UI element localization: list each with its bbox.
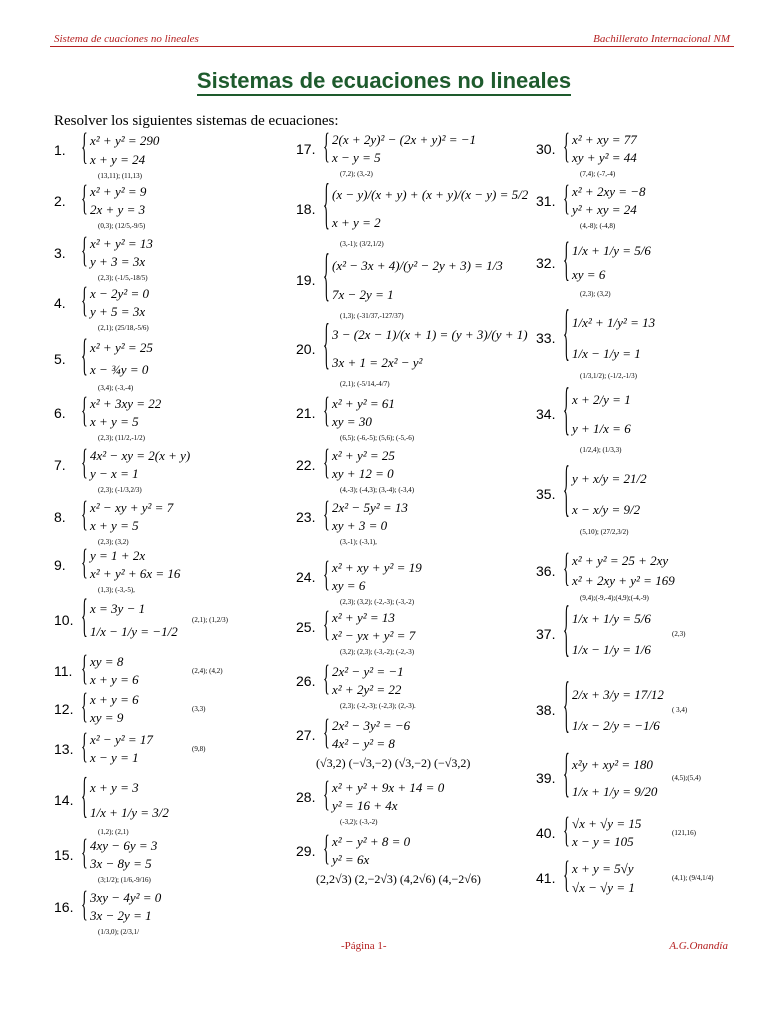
equation: 1/x − 1/y = 1 xyxy=(572,345,641,361)
problem-number: 6. xyxy=(54,405,66,421)
solution: (1,2); (2,1) xyxy=(98,828,129,836)
equation: x² + y² = 9 xyxy=(90,184,147,199)
equation: x² + y² = 61 xyxy=(332,396,395,411)
solution: (6,5); (-6,-5); (5,6); (-5,-6) xyxy=(340,434,415,442)
system-brace-icon: { xyxy=(323,557,330,596)
problem-number: 12. xyxy=(54,701,74,717)
solution: (-3,2); (-3,-2) xyxy=(340,818,378,826)
system-brace-icon: { xyxy=(323,777,330,816)
equation: y² + xy = 24 xyxy=(572,202,637,217)
problem-number: 26. xyxy=(296,673,316,689)
equation: 1/x² + 1/y² = 13 xyxy=(572,314,656,330)
system-brace-icon: { xyxy=(323,497,330,536)
system-brace-icon: { xyxy=(81,445,88,484)
problem-number: 23. xyxy=(296,509,316,525)
equation: x² + xy = 77 xyxy=(572,132,637,147)
solution: (1,3); (-31/37,-127/37) xyxy=(340,312,404,320)
equation: 1/x − 2/y = −1/6 xyxy=(572,717,660,733)
equation: y = 1 + 2x xyxy=(90,548,146,563)
problem-number: 30. xyxy=(536,141,556,157)
problem xyxy=(54,233,284,282)
equation: y + 3 = 3x xyxy=(90,254,146,269)
equation: x² + xy + y² = 19 xyxy=(332,560,422,575)
problem xyxy=(296,715,528,770)
system-brace-icon: { xyxy=(323,318,330,378)
system-brace-icon: { xyxy=(563,381,570,444)
equation: x² − y² = 17 xyxy=(90,732,153,747)
problem-number: 38. xyxy=(536,702,556,718)
system-brace-icon: { xyxy=(563,236,570,289)
solution: (4,1); (9/4,1/4) xyxy=(672,874,714,882)
equation: x² + y² = 25 xyxy=(332,448,395,463)
system-brace-icon: { xyxy=(81,129,88,170)
system-brace-icon: { xyxy=(81,545,88,584)
solution: (0,3); (12/5,-9/5) xyxy=(98,222,146,230)
solution: (2,2√3) (2,−2√3) (4,2√6) (4,−2√6) xyxy=(316,872,481,886)
equation: x² − xy + y² = 7 xyxy=(90,500,174,515)
solution: (7,2); (3,-2) xyxy=(340,170,373,178)
equation: x − y = 1 xyxy=(90,750,139,765)
equation: x − y = 5 xyxy=(332,150,381,165)
system-brace-icon: { xyxy=(323,393,330,432)
problem-number: 22. xyxy=(296,457,316,473)
equation: 2x² − y² = −1 xyxy=(332,664,404,679)
system-brace-icon: { xyxy=(563,599,570,667)
solution: (9,8) xyxy=(192,745,206,753)
solution: (3,4); (-3,-4) xyxy=(98,384,134,392)
solution: (3,2); (2,3); (-3,-2); (-2,-3) xyxy=(340,648,415,656)
solution: (2,1); (-5/14,-4/7) xyxy=(340,380,390,388)
equation: (x² − 3x + 4)/(y² − 2y + 3) = 1/3 xyxy=(332,257,503,273)
system-brace-icon: { xyxy=(563,459,570,527)
solution: (1/3,0); (2/3,1/ xyxy=(98,928,140,936)
problem-number: 21. xyxy=(296,405,316,421)
equation: xy = 9 xyxy=(90,710,124,725)
equation: x = 3y − 1 xyxy=(90,600,146,616)
equation: 1/x + 1/y = 3/2 xyxy=(90,804,169,820)
problem xyxy=(536,129,758,178)
page-title-text: Sistemas de ecuaciones no lineales xyxy=(197,68,571,96)
equation: 1/x − 1/y = −1/2 xyxy=(90,623,178,639)
problem-number: 32. xyxy=(536,255,556,271)
problem xyxy=(54,729,284,768)
problem xyxy=(296,607,528,656)
system-brace-icon: { xyxy=(563,549,570,593)
solution: (4,-8); (-4,8) xyxy=(580,222,616,230)
problem-number: 34. xyxy=(536,406,556,422)
equation: xy + 12 = 0 xyxy=(332,466,394,481)
problem-number: 27. xyxy=(296,727,316,743)
problem-number: 9. xyxy=(54,557,66,573)
system-brace-icon: { xyxy=(323,607,330,646)
equation: x² + 2xy = −8 xyxy=(572,184,646,199)
problem xyxy=(54,497,284,546)
equation: 4x² − xy = 2(x + y) xyxy=(90,448,191,463)
equation: x² + y² = 290 xyxy=(90,132,160,148)
equation: x + y = 6 xyxy=(90,672,139,687)
problem-number: 14. xyxy=(54,792,74,808)
problem xyxy=(536,599,758,667)
problem-number: 40. xyxy=(536,825,556,841)
problem xyxy=(536,813,758,852)
system-brace-icon: { xyxy=(323,247,330,310)
equation: x²y + xy² = 180 xyxy=(572,756,653,772)
problem-number: 1. xyxy=(54,142,66,158)
solution: (2,3); (-1/3,2/3) xyxy=(98,486,142,494)
equation: x² − y² + 8 = 0 xyxy=(332,834,411,849)
equation: x² + y² = 25 + 2xy xyxy=(572,553,669,568)
equation: x + y = 5√y xyxy=(572,860,634,876)
solution: (2,3); (3,2); (-2,-3); (-3,-2) xyxy=(340,598,415,606)
system-brace-icon: { xyxy=(563,748,570,807)
solution: (13,11); (11,13) xyxy=(98,172,142,180)
author: A.G.Onandía xyxy=(669,940,728,952)
equation: 3x − 8y = 5 xyxy=(90,856,152,871)
problem-number: 18. xyxy=(296,201,316,217)
problem xyxy=(296,497,528,546)
system-brace-icon: { xyxy=(563,813,570,852)
problem-number: 37. xyxy=(536,626,556,642)
equation: 4x² − y² = 8 xyxy=(332,736,395,751)
problem xyxy=(296,393,528,442)
system-brace-icon: { xyxy=(81,233,88,272)
equation: 4xy − 6y = 3 xyxy=(90,838,158,853)
problem xyxy=(536,236,758,298)
equation: y + 5 = 3x xyxy=(90,304,146,319)
solution: (2,1); (25/18,-5/6) xyxy=(98,324,149,332)
system-brace-icon: { xyxy=(323,178,330,238)
equation: 2/x + 3/y = 17/12 xyxy=(572,686,664,702)
solution: (2,3); (3,2) xyxy=(580,290,611,298)
system-brace-icon: { xyxy=(81,594,88,645)
system-brace-icon: { xyxy=(323,445,330,484)
problem-number: 20. xyxy=(296,341,316,357)
equation: x − 2y² = 0 xyxy=(90,286,149,301)
solution: (3;1/2); (1/6,-9/16) xyxy=(98,876,151,884)
solution: (2,4); (4,2) xyxy=(192,667,223,675)
equation: 1/x + 1/y = 5/6 xyxy=(572,610,651,626)
problem-number: 25. xyxy=(296,619,316,635)
system-brace-icon: { xyxy=(81,283,88,322)
equation: 3x + 1 = 2x² − y² xyxy=(332,355,423,370)
equation: x + y = 6 xyxy=(90,692,139,707)
problem-number: 35. xyxy=(536,486,556,502)
problem xyxy=(296,777,528,826)
equation: xy = 6 xyxy=(332,578,366,593)
equation: 1/x + 1/y = 9/20 xyxy=(572,783,658,799)
equation: x − x/y = 9/2 xyxy=(572,501,641,517)
problem-number: 19. xyxy=(296,272,316,288)
problem-number: 24. xyxy=(296,569,316,585)
solution: (√3,2) (−√3,−2) (√3,−2) (−√3,2) xyxy=(316,756,471,770)
problem xyxy=(536,675,758,743)
problem xyxy=(536,549,758,602)
solution: (3,-1); (-3,1), xyxy=(340,538,377,546)
system-brace-icon: { xyxy=(323,831,330,870)
equation: (x − y)/(x + y) + (x + y)/(x − y) = 5/2 xyxy=(332,187,529,202)
problem xyxy=(296,557,528,606)
problem xyxy=(54,445,284,494)
equation: 2x² − 5y² = 13 xyxy=(332,500,408,515)
problem-number: 4. xyxy=(54,295,66,311)
equation: 2(x + 2y)² − (2x + y)² = −1 xyxy=(332,132,477,147)
equation: x² − yx + y² = 7 xyxy=(332,628,416,643)
solution: (9,4);(-9,-4);(4,9);(-4,-9) xyxy=(580,594,649,602)
equation: xy + 3 = 0 xyxy=(332,518,388,533)
solution: (2,1); (1,2/3) xyxy=(192,616,228,624)
problem xyxy=(296,445,528,494)
system-brace-icon: { xyxy=(81,497,88,536)
solution: (1/2,4); (1/3,3) xyxy=(580,446,622,454)
problem xyxy=(54,594,284,645)
equation: x − ¾y = 0 xyxy=(90,362,149,377)
solution: (3,3) xyxy=(192,705,206,713)
problem-number: 17. xyxy=(296,141,316,157)
problem-number: 8. xyxy=(54,509,66,525)
equation: xy = 6 xyxy=(572,267,606,282)
problem xyxy=(54,181,284,230)
problem-number: 16. xyxy=(54,899,74,915)
equation: y − x = 1 xyxy=(90,466,139,481)
solution: ( 3,4) xyxy=(672,706,688,714)
equation: x + y = 5 xyxy=(90,518,139,533)
solution: (4,-3); (-4,3); (3,-4); (-3,4) xyxy=(340,486,415,494)
system-brace-icon: { xyxy=(323,129,330,168)
system-brace-icon: { xyxy=(81,334,88,382)
solution: (2,3); (11/2,-1/2) xyxy=(98,434,145,442)
header-right: Bachillerato Internacional NM xyxy=(593,33,730,45)
problem-number: 2. xyxy=(54,193,66,209)
problem xyxy=(54,887,284,936)
problem xyxy=(296,129,528,178)
solution: (5,10); (27/2,3/2) xyxy=(580,528,629,536)
solution: (2,3); (-2,-3); (-2,3); (2,-3). xyxy=(340,702,416,710)
problem-number: 28. xyxy=(296,789,316,805)
problem xyxy=(536,857,758,898)
header-left: Sistema de cuaciones no lineales xyxy=(54,33,199,45)
equation: xy + y² = 44 xyxy=(572,150,637,165)
instructions: Resolver los siguientes sistemas de ecuaciones: xyxy=(54,113,339,129)
problem xyxy=(536,303,758,380)
equation: y + x/y = 21/2 xyxy=(572,470,647,486)
problem-number: 7. xyxy=(54,457,66,473)
system-brace-icon: { xyxy=(81,689,88,728)
equation: 7x − 2y = 1 xyxy=(332,286,394,302)
solution: (1/3,1/2); (-1/2,-1/3) xyxy=(580,372,637,380)
problem xyxy=(54,689,284,728)
problem xyxy=(296,178,529,248)
problem xyxy=(296,318,528,388)
equation: x² + y² + 9x + 14 = 0 xyxy=(332,780,445,795)
problem-number: 11. xyxy=(54,663,73,679)
problem-number: 36. xyxy=(536,563,556,579)
equation: 3x − 2y = 1 xyxy=(90,908,152,923)
equation: x² + 2xy + y² = 169 xyxy=(572,573,675,588)
system-brace-icon: { xyxy=(323,661,330,700)
equation: 3 − (2x − 1)/(x + 1) = (y + 3)/(y + 1) xyxy=(332,327,528,342)
equation: x + 2/y = 1 xyxy=(572,391,631,407)
page-number: -Página 1- xyxy=(341,940,387,952)
equation: 1/x + 1/y = 5/6 xyxy=(572,243,651,258)
solution: (121,16) xyxy=(672,829,696,837)
system-brace-icon: { xyxy=(563,129,570,168)
problem xyxy=(54,129,284,180)
equation: x + y = 5 xyxy=(90,414,139,429)
problem xyxy=(54,772,284,836)
equation: y² = 16 + 4x xyxy=(332,798,398,813)
system-brace-icon: { xyxy=(81,835,88,874)
problem-number: 33. xyxy=(536,330,556,346)
problem xyxy=(54,545,284,594)
equation: x + y = 24 xyxy=(90,151,146,167)
problem xyxy=(54,393,284,442)
system-brace-icon: { xyxy=(81,393,88,432)
problem xyxy=(296,831,528,886)
problem xyxy=(54,334,284,392)
solution: (2,3) xyxy=(672,630,686,638)
solution: (3,-1); (3/2,1/2) xyxy=(340,240,384,248)
equation: 2x² − 3y² = −6 xyxy=(332,718,411,733)
system-brace-icon: { xyxy=(323,715,330,754)
equation: x + y = 3 xyxy=(90,779,139,795)
solution: (2,3); (3,2) xyxy=(98,538,129,546)
problem-number: 31. xyxy=(536,193,556,209)
problem-number: 3. xyxy=(54,245,66,261)
problem-number: 15. xyxy=(54,847,74,863)
system-brace-icon: { xyxy=(81,772,88,826)
equation: x² + y² + 6x = 16 xyxy=(90,566,181,581)
problem xyxy=(536,748,758,807)
problem-number: 29. xyxy=(296,843,316,859)
equation: x + y = 2 xyxy=(332,215,381,230)
equation: x² + y² = 25 xyxy=(90,340,153,355)
solution: (4,5);(5,4) xyxy=(672,774,701,782)
solution: (1,3); (-3,-5), xyxy=(98,586,135,594)
problem-number: 10. xyxy=(54,612,74,628)
system-brace-icon: { xyxy=(81,729,88,768)
system-brace-icon: { xyxy=(563,857,570,898)
system-brace-icon: { xyxy=(563,303,570,371)
problem-number: 13. xyxy=(54,741,74,757)
solution: (2,3); (-1/5,-18/5) xyxy=(98,274,148,282)
problem xyxy=(536,181,758,230)
equation: 3xy − 4y² = 0 xyxy=(90,890,162,905)
page-title xyxy=(0,68,768,94)
equation: y + 1/x = 6 xyxy=(572,420,631,436)
equation: x² + 3xy = 22 xyxy=(90,396,162,411)
problem-number: 41. xyxy=(536,870,556,886)
system-brace-icon: { xyxy=(563,675,570,743)
problem xyxy=(536,381,758,454)
equation: x² + 2y² = 22 xyxy=(332,682,402,697)
equation: √x − √y = 1 xyxy=(572,879,635,895)
problem xyxy=(54,651,284,690)
equation: x − y = 105 xyxy=(572,834,634,849)
problem xyxy=(536,459,758,536)
problem xyxy=(296,247,528,320)
equation: 2x + y = 3 xyxy=(90,202,146,217)
system-brace-icon: { xyxy=(81,181,88,220)
equation: 1/x − 1/y = 1/6 xyxy=(572,641,651,657)
equation: x² + y² = 13 xyxy=(332,610,395,625)
equation: xy = 8 xyxy=(90,654,124,669)
equation: xy = 30 xyxy=(332,414,372,429)
problem-number: 5. xyxy=(54,351,66,367)
equation: y² = 6x xyxy=(332,852,370,867)
solution: (7,4); (-7,-4) xyxy=(580,170,616,178)
system-brace-icon: { xyxy=(563,181,570,220)
header-rule xyxy=(50,46,734,47)
problem xyxy=(54,835,284,884)
problem xyxy=(296,661,528,710)
system-brace-icon: { xyxy=(81,651,88,690)
system-brace-icon: { xyxy=(81,887,88,926)
problem xyxy=(54,283,284,332)
equation: √x + √y = 15 xyxy=(572,816,642,831)
equation: x² + y² = 13 xyxy=(90,236,153,251)
problem-number: 39. xyxy=(536,770,556,786)
